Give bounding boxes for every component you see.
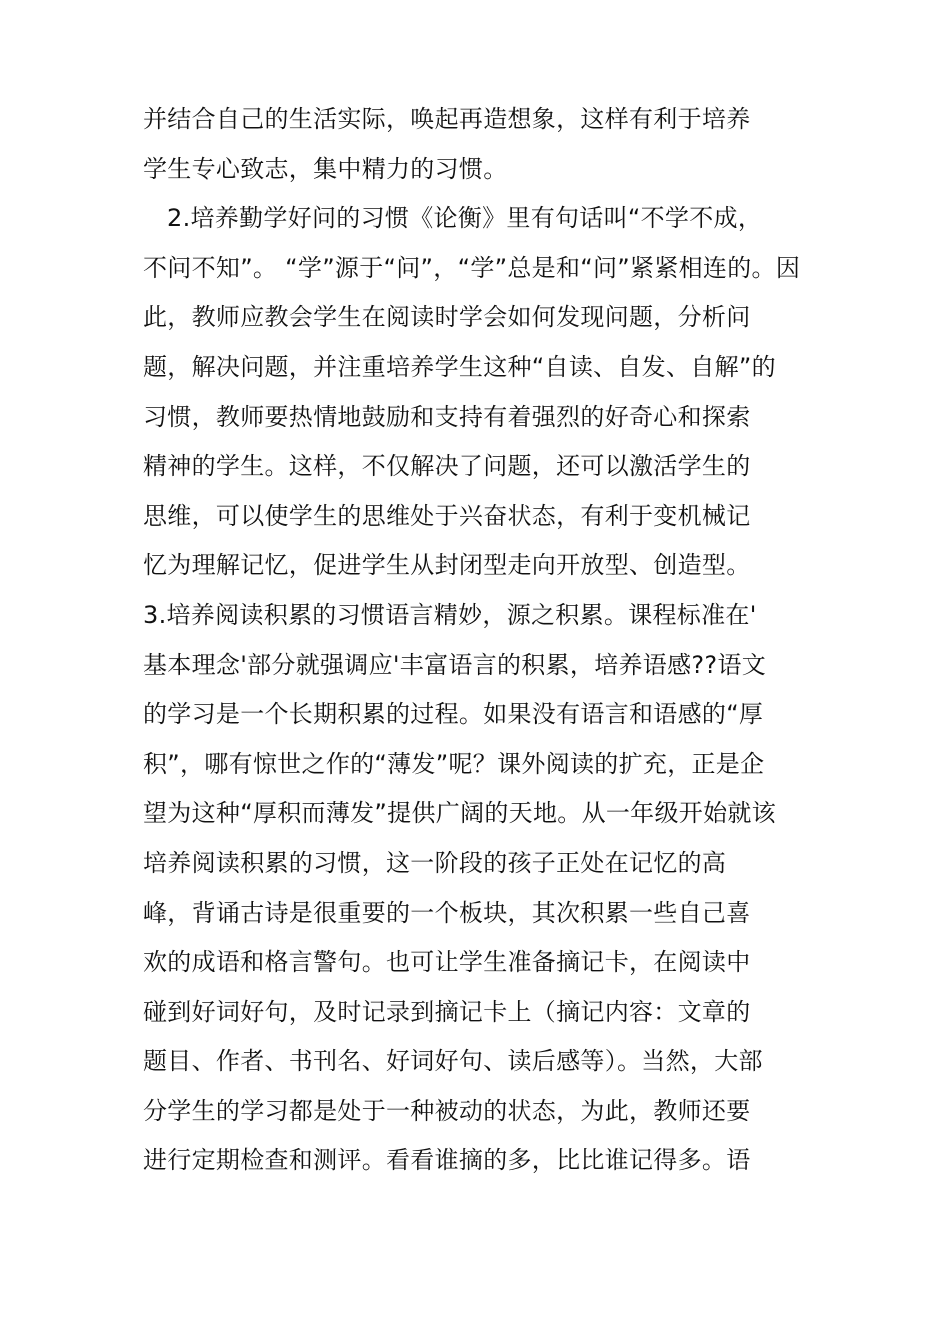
text-line: 积”，哪有惊世之作的“薄发”呢？课外阅读的扩充，正是企 <box>143 749 765 778</box>
text-line: 3.培养阅读积累的习惯语言精妙，源之积累。课程标准在' <box>143 600 757 629</box>
text-line: 习惯，教师要热情地鼓励和支持有着强烈的好奇心和探索 <box>143 402 751 431</box>
text-line: 培养阅读积累的习惯，这一阶段的孩子正处在记忆的高 <box>143 848 727 877</box>
text-line: 思维，可以使学生的思维处于兴奋状态，有利于变机械记 <box>143 501 751 530</box>
text-line: 进行定期检查和测评。看看谁摘的多，比比谁记得多。语 <box>143 1146 751 1175</box>
text-line: 忆为理解记忆，促进学生从封闭型走向开放型、创造型。 <box>143 551 751 580</box>
text-line: 基本理念'部分就强调应'丰富语言的积累，培养语感??语文 <box>143 650 767 679</box>
text-line: 并结合自己的生活实际，唤起再造想象，这样有利于培养 <box>143 105 751 133</box>
body-text <box>143 95 823 1186</box>
text-line: 碰到好词好句，及时记录到摘记卡上（摘记内容：文章的 <box>143 997 751 1026</box>
text-line: 学生专心致志，集中精力的习惯。 <box>143 154 508 183</box>
text-line: 题目、作者、书刊名、好词好句、读后感等）。当然，大部 <box>143 1047 763 1076</box>
text-line: 望为这种“厚积而薄发”提供广阔的天地。从一年级开始就该 <box>143 799 776 828</box>
text-line: 欢的成语和格言警句。也可让学生准备摘记卡，在阅读中 <box>143 948 751 977</box>
text-line: 题，解决问题，并注重培养学生这种“自读、自发、自解”的 <box>143 352 776 381</box>
text-line: 2.培养勤学好问的习惯《论衡》里有句话叫“不学不成， <box>167 204 763 233</box>
text-line: 不问不知”。 “学”源于“问”，“学”总是和“问”紧紧相连的。因 <box>143 253 801 282</box>
text-line: 分学生的学习都是处于一种被动的状态，为此，教师还要 <box>143 1096 751 1125</box>
text-line: 峰，背诵古诗是很重要的一个板块，其次积累一些自己喜 <box>143 898 751 927</box>
text-line: 此，教师应教会学生在阅读时学会如何发现问题，分析问 <box>143 303 751 332</box>
text-line: 精神的学生。这样，不仅解决了问题，还可以激活学生的 <box>143 452 751 481</box>
text-line: 的学习是一个长期积累的过程。如果没有语言和语感的“厚 <box>143 700 764 729</box>
